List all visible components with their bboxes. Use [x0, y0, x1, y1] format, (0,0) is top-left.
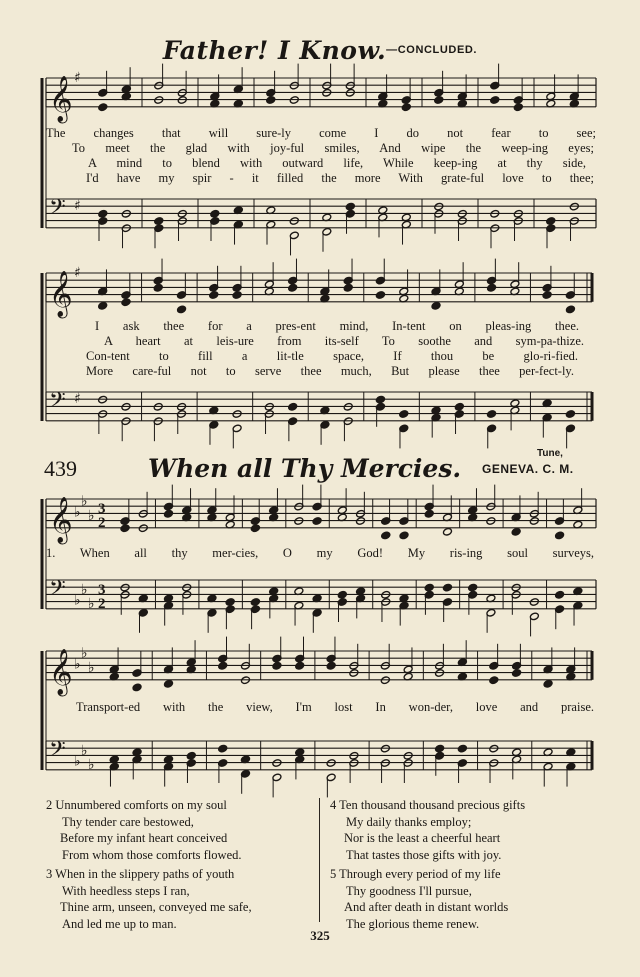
verse-text: With heedless steps I ran, — [62, 883, 190, 898]
system-1-lyric-line-2: To meet the glad with joy-ful smiles, And wipe the weep-ing eyes; — [72, 141, 594, 155]
verse-line — [46, 883, 316, 900]
verse-3 — [46, 866, 316, 932]
note-head-icon — [457, 744, 467, 753]
time-signature-icon: 2 — [98, 515, 106, 531]
treble-clef-icon: 𝄞 — [49, 496, 73, 543]
verse-line — [330, 883, 600, 900]
verse-text: Nor is the least a cheerful heart — [344, 831, 501, 845]
verse-line — [46, 797, 316, 814]
bass-clef-icon: 𝄢 — [49, 737, 66, 767]
system-2-lyric-line-4: More care-ful not to serve thee much, But please thee per-fect-ly. — [86, 364, 574, 378]
verse-line — [46, 866, 316, 883]
verse-line — [330, 797, 600, 814]
verse-line — [46, 847, 316, 864]
verse-line — [330, 899, 600, 916]
sharp-icon: ♯ — [74, 70, 81, 86]
hymn-number: 439 — [44, 456, 77, 481]
verse-line — [330, 814, 600, 831]
verse-text: Ten thousand thousand precious gifts — [339, 798, 526, 812]
verse-text: And led me up to man. — [62, 916, 177, 931]
verse-number: 3 — [46, 867, 53, 881]
verse-divider — [319, 798, 320, 922]
flat-icon: ♭ — [74, 592, 81, 609]
note-head-icon — [435, 744, 445, 753]
time-signature-icon: 3 — [98, 582, 106, 598]
verse-5 — [330, 866, 600, 932]
time-signature-icon: 2 — [98, 596, 106, 612]
flat-icon: ♭ — [81, 493, 88, 510]
continued-hymn-title-text: Father! I Know. — [162, 36, 387, 65]
bass-clef-icon: 𝄢 — [49, 576, 66, 606]
verse-line — [46, 814, 316, 831]
page-number: 325 — [310, 928, 330, 943]
verse-text: Through every period of my life — [339, 867, 501, 881]
hymn-title: When all Thy Mercies. — [148, 454, 462, 483]
verse-number: 4 — [330, 798, 337, 812]
flat-icon: ♭ — [81, 645, 88, 662]
sharp-icon: ♯ — [74, 391, 81, 408]
bass-clef-icon: 𝄢 — [49, 388, 66, 418]
flat-icon: ♭ — [88, 596, 95, 613]
verse-2 — [46, 797, 316, 863]
sharp-icon: ♯ — [74, 265, 81, 281]
verse-line — [46, 899, 316, 916]
verse-text: And after death in distant worlds — [344, 900, 509, 914]
flat-icon: ♭ — [74, 753, 81, 770]
flat-icon: ♭ — [81, 742, 88, 759]
verse-text: Thy goodness I'll pursue, — [346, 883, 472, 898]
system-3-lyric-line: 1. When all thy mer-cies, O my God! My ris-ing soul surveys, — [46, 546, 594, 560]
system-1-lyric-line-3: A mind to blend with outward life, While keep-ing at thy side, — [88, 156, 586, 170]
continued-hymn-subtitle: —CONCLUDED. — [386, 44, 478, 56]
verse-4 — [330, 797, 600, 863]
sharp-icon: ♯ — [74, 198, 81, 215]
flat-icon: ♭ — [74, 656, 81, 673]
treble-clef-icon: 𝄞 — [49, 75, 73, 122]
verse-text: Thine arm, unseen, conveyed me safe, — [60, 900, 252, 914]
verse-text: The glorious theme renew. — [346, 916, 480, 931]
note-head-icon — [218, 744, 228, 753]
flat-icon: ♭ — [88, 508, 95, 524]
system-2-lyric-line-1: I ask thee for a pres-ent mind, In-tent on pleas-ing thee. — [95, 319, 579, 333]
flat-icon: ♭ — [81, 581, 88, 598]
system-1-lyric-line-4: I'd have my spir - it filled the more With grate-ful love to thee; — [86, 171, 594, 185]
verse-line — [46, 830, 316, 847]
system-2-lyric-line-3: Con-tent to fill a lit-tle space, If thou be glo-ri-fied. — [86, 349, 578, 363]
treble-clef-icon: 𝄞 — [49, 648, 73, 695]
system-2-lyric-line-2: A heart at leis-ure from its-self To soothe and sym-pa-thize. — [104, 334, 584, 348]
verse-text: Unnumbered comforts on my soul — [55, 798, 227, 812]
verse-text: My daily thanks employ; — [346, 814, 472, 829]
verse-line — [330, 830, 600, 847]
verse-line — [330, 847, 600, 864]
verse-text: When in the slippery paths of youth — [55, 867, 235, 881]
treble-clef-icon: 𝄞 — [49, 270, 73, 317]
time-signature-icon: 3 — [98, 501, 106, 517]
verse-number: 5 — [330, 867, 337, 881]
flat-icon: ♭ — [74, 504, 81, 521]
bass-clef-icon: 𝄢 — [49, 195, 66, 225]
flat-icon: ♭ — [88, 757, 95, 774]
note-head-icon — [186, 751, 196, 760]
verse-line — [330, 866, 600, 883]
verse-text: Before my infant heart conceived — [60, 831, 228, 845]
verse-text: From whom those comforts flowed. — [62, 847, 242, 862]
verse-text: Thy tender care bestowed, — [62, 814, 194, 829]
verse-number: 2 — [46, 798, 53, 812]
tune-name: GENEVA. C. M. — [482, 462, 574, 476]
flat-icon: ♭ — [88, 660, 95, 676]
system-1-lyric-line-1: The changes that will sure-ly come I do not fear to see; — [46, 126, 596, 140]
system-4-lyric-line: Transport-ed with the view, I'm lost In won-der, love and praise. — [76, 700, 594, 714]
verse-text: That tastes those gifts with joy. — [346, 847, 502, 862]
tune-label: Tune, — [537, 448, 563, 459]
